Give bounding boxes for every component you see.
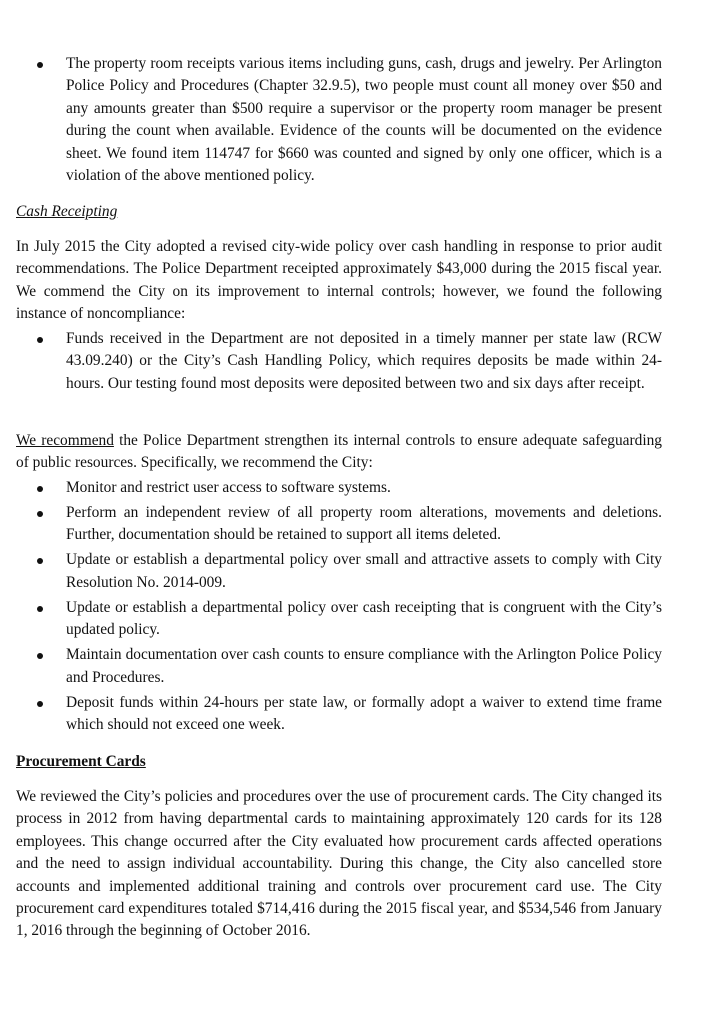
list-item bbox=[0, 477, 662, 499]
procurement-cards-heading: Procurement Cards bbox=[16, 753, 146, 770]
list-item bbox=[0, 502, 662, 547]
list-item bbox=[0, 549, 662, 594]
list-item bbox=[0, 53, 662, 187]
cash-receipting-paragraph: In July 2015 the City adopted a revised city-wide policy over cash handling in response to prior audit recommendations. The Police Department receipted approximately $43,000 during the 2015 fiscal year. We commend the City on its improvement to internal controls; however, we found the following instance of noncompliance: bbox=[16, 238, 662, 323]
recommendation-text: Monitor and restrict user access to software systems. bbox=[66, 479, 391, 496]
bullet-icon bbox=[37, 486, 43, 492]
recommendation-text: Maintain documentation over cash counts to ensure compliance with the Arlington Police Policy and Procedures. bbox=[66, 646, 662, 686]
recommend-text: the Police Department strengthen its internal controls to ensure adequate safeguarding of public resources. Specifically, we recommend the City: bbox=[16, 432, 662, 472]
bullet-text: The property room receipts various items including guns, cash, drugs and jewelry. Per Arlington Police Policy and Procedures (Chapter 32.9.5), two people must count all money over $50 and any amounts greater than $500 require a supervisor or the property room manager be present during the count when available. Evidence of the counts will be documented on the evidence sheet. We found item 114747 for $660 was counted and signed by only one officer, which is a violation of the above mentioned policy. bbox=[66, 55, 662, 185]
cash-receipting-bullet-list bbox=[0, 328, 662, 395]
bullet-icon bbox=[37, 511, 43, 517]
recommendation-text: Perform an independent review of all property room alterations, movements and deletions. Further, documentation should be retained to support all items deleted. bbox=[66, 504, 662, 544]
recommendation-text: Deposit funds within 24-hours per state law, or formally adopt a waiver to extend time frame which should not exceed one week. bbox=[66, 693, 662, 734]
bullet-icon bbox=[37, 653, 43, 659]
bullet-icon bbox=[37, 337, 43, 343]
list-item bbox=[0, 597, 662, 642]
bullet-text: Funds received in the Department are not deposited in a timely manner per state law (RCW 43.09.240) or the City’s Cash Handling Policy, which requires deposits be made within 24-hours. Our testing found most deposits were deposited between two and six days after receipt. bbox=[66, 330, 662, 392]
bullet-icon bbox=[37, 62, 43, 68]
list-item bbox=[0, 644, 662, 689]
recommendation-text: Update or establish a departmental policy over small and attractive assets to comply with City Resolution No. 2014-009. bbox=[66, 551, 662, 591]
recommend-lead: We recommend bbox=[16, 432, 114, 449]
bullet-icon bbox=[37, 701, 43, 707]
list-item bbox=[0, 692, 662, 737]
property-room-bullet-list bbox=[0, 53, 662, 187]
procurement-cards-paragraph: We reviewed the City’s policies and procedures over the use of procurement cards. The City changed its process in 2012 from having departmental cards to maintaining approximately 120 cards for its 128 employees. This change occurred after the City evaluated how procurement cards affected operations and the need to assign individual accountability. During this change, the City also cancelled store accounts and implemented additional training and controls over procurement card use. The City procurement card expenditures totaled $714,416 during the 2015 fiscal year, and $534,546 from January 1, 2016 through the beginning of October 2016. bbox=[16, 788, 662, 940]
recommendation-list bbox=[0, 477, 662, 736]
recommendation-paragraph bbox=[16, 430, 662, 475]
bullet-icon bbox=[37, 558, 43, 564]
cash-receipting-heading: Cash Receipting bbox=[16, 203, 118, 220]
recommendation-text: Update or establish a departmental policy over cash receipting that is congruent with the City’s updated policy. bbox=[66, 598, 662, 639]
list-item bbox=[0, 328, 662, 395]
bullet-icon bbox=[37, 606, 43, 612]
